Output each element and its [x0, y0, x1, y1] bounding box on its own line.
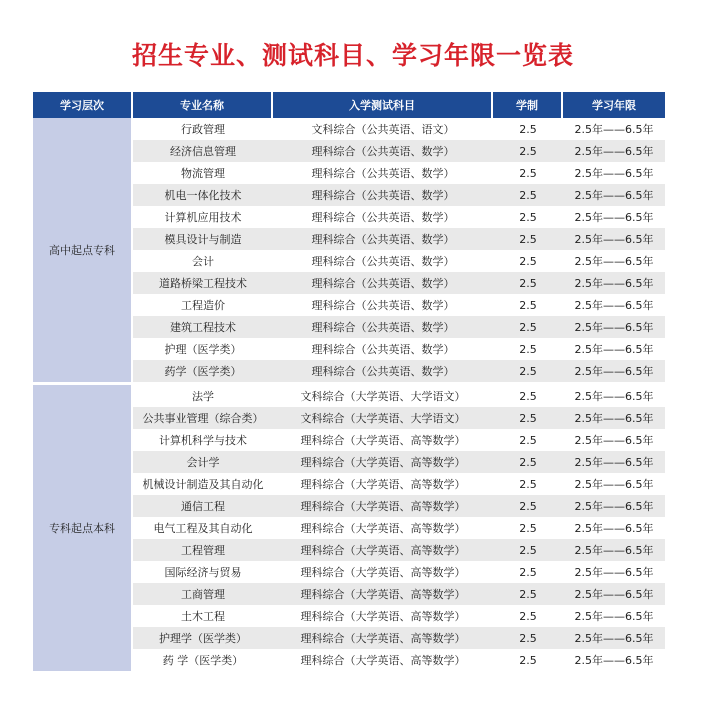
level-cell: 专科起点本科: [33, 385, 133, 671]
major-cell: 计算机应用技术: [164, 211, 242, 224]
study-years-cell: 2.5年——6.5年: [574, 588, 654, 601]
duration-cell: 2.5: [519, 653, 537, 667]
level-group: [33, 385, 665, 671]
study-years-cell: 2.5年——6.5年: [574, 365, 654, 378]
duration-cell: 2.5: [519, 298, 537, 312]
table-row: [133, 451, 665, 473]
major-cell: 药学（医学类）: [164, 365, 242, 378]
subjects-cell: 理科综合（大学英语、高等数学）: [300, 588, 466, 601]
level-group: [33, 118, 665, 382]
subjects-cell: 理科综合（大学英语、高等数学）: [300, 566, 466, 579]
major-cell: 会计: [192, 255, 214, 268]
duration-cell: 2.5: [519, 499, 537, 513]
duration-cell: 2.5: [519, 144, 537, 158]
subjects-cell: 理科综合（公共英语、数学）: [311, 365, 455, 378]
study-years-cell: 2.5年——6.5年: [574, 211, 654, 224]
subjects-cell: 理科综合（公共英语、数学）: [311, 343, 455, 356]
major-cell: 会计学: [186, 456, 220, 469]
subjects-cell: 理科综合（大学英语、高等数学）: [300, 632, 466, 645]
table-row: [133, 605, 665, 627]
duration-cell: 2.5: [519, 232, 537, 246]
major-cell: 国际经济与贸易: [164, 566, 242, 579]
subjects-cell: 理科综合（公共英语、数学）: [311, 255, 455, 268]
table-row: [133, 250, 665, 272]
duration-cell: 2.5: [519, 455, 537, 469]
subjects-cell: 理科综合（大学英语、高等数学）: [300, 478, 466, 491]
duration-cell: 2.5: [519, 122, 537, 136]
study-years-cell: 2.5年——6.5年: [574, 632, 654, 645]
major-cell: 机械设计制造及其自动化: [142, 478, 264, 491]
table-row: [133, 627, 665, 649]
study-years-cell: 2.5年——6.5年: [574, 233, 654, 246]
major-cell: 护理学（医学类）: [159, 632, 247, 645]
duration-cell: 2.5: [519, 364, 537, 378]
subjects-cell: 理科综合（大学英语、高等数学）: [300, 434, 466, 447]
table-row: [133, 272, 665, 294]
duration-cell: 2.5: [519, 587, 537, 601]
table-row: [133, 495, 665, 517]
major-cell: 土木工程: [181, 610, 225, 623]
subjects-cell: 理科综合（公共英语、数学）: [311, 321, 455, 334]
subjects-cell: 文科综合（公共英语、语文）: [311, 123, 455, 136]
duration-cell: 2.5: [519, 389, 537, 403]
major-cell: 药 学（医学类）: [162, 654, 244, 667]
header-level: 学习层次: [33, 92, 133, 118]
header-study-years: 学习年限: [563, 92, 665, 118]
table-row: [133, 184, 665, 206]
study-years-cell: 2.5年——6.5年: [574, 566, 654, 579]
duration-cell: 2.5: [519, 210, 537, 224]
major-cell: 工程管理: [181, 544, 225, 557]
major-cell: 计算机科学与技术: [159, 434, 247, 447]
duration-cell: 2.5: [519, 166, 537, 180]
duration-cell: 2.5: [519, 565, 537, 579]
table-row: [133, 649, 665, 671]
table-row: [133, 561, 665, 583]
header-major: 专业名称: [133, 92, 273, 118]
major-cell: 电气工程及其自动化: [153, 522, 253, 535]
study-years-cell: 2.5年——6.5年: [574, 321, 654, 334]
table-body: [33, 118, 665, 671]
major-cell: 法学: [192, 390, 214, 403]
subjects-cell: 理科综合（大学英语、高等数学）: [300, 522, 466, 535]
duration-cell: 2.5: [519, 254, 537, 268]
table-row: [133, 473, 665, 495]
major-cell: 工程造价: [181, 299, 225, 312]
study-years-cell: 2.5年——6.5年: [574, 167, 654, 180]
subjects-cell: 理科综合（公共英语、数学）: [311, 233, 455, 246]
major-cell: 建筑工程技术: [170, 321, 236, 334]
level-cell: 高中起点专科: [33, 118, 133, 382]
duration-cell: 2.5: [519, 276, 537, 290]
subjects-cell: 理科综合（大学英语、高等数学）: [300, 456, 466, 469]
table-row: [133, 294, 665, 316]
table-row: [133, 316, 665, 338]
major-cell: 通信工程: [181, 500, 225, 513]
major-cell: 道路桥梁工程技术: [159, 277, 247, 290]
subjects-cell: 理科综合（大学英语、高等数学）: [300, 610, 466, 623]
subjects-cell: 理科综合（公共英语、数学）: [311, 145, 455, 158]
subjects-cell: 文科综合（大学英语、大学语文）: [300, 412, 466, 425]
table-row: [133, 429, 665, 451]
duration-cell: 2.5: [519, 433, 537, 447]
table-row: [133, 206, 665, 228]
study-years-cell: 2.5年——6.5年: [574, 189, 654, 202]
duration-cell: 2.5: [519, 521, 537, 535]
table-header: [33, 92, 665, 118]
subjects-cell: 理科综合（大学英语、高等数学）: [300, 500, 466, 513]
study-years-cell: 2.5年——6.5年: [574, 544, 654, 557]
study-years-cell: 2.5年——6.5年: [574, 434, 654, 447]
subjects-cell: 理科综合（公共英语、数学）: [311, 211, 455, 224]
header-duration: 学制: [493, 92, 563, 118]
duration-cell: 2.5: [519, 188, 537, 202]
major-cell: 物流管理: [181, 167, 225, 180]
duration-cell: 2.5: [519, 609, 537, 623]
major-cell: 经济信息管理: [170, 145, 236, 158]
subjects-cell: 理科综合（公共英语、数学）: [311, 299, 455, 312]
header-subjects: 入学测试科目: [273, 92, 493, 118]
page-title: 招生专业、测试科目、学习年限一览表: [131, 41, 574, 70]
enrollment-table: [33, 92, 665, 671]
table-row: [133, 539, 665, 561]
study-years-cell: 2.5年——6.5年: [574, 145, 654, 158]
study-years-cell: 2.5年——6.5年: [574, 299, 654, 312]
duration-cell: 2.5: [519, 411, 537, 425]
study-years-cell: 2.5年——6.5年: [574, 478, 654, 491]
major-cell: 公共事业管理（综合类）: [142, 412, 264, 425]
subjects-cell: 理科综合（公共英语、数学）: [311, 277, 455, 290]
study-years-cell: 2.5年——6.5年: [574, 412, 654, 425]
major-cell: 工商管理: [181, 588, 225, 601]
table-row: [133, 118, 665, 140]
study-years-cell: 2.5年——6.5年: [574, 390, 654, 403]
subjects-cell: 理科综合（公共英语、数学）: [311, 189, 455, 202]
table-row: [133, 162, 665, 184]
study-years-cell: 2.5年——6.5年: [574, 654, 654, 667]
table-row: [133, 385, 665, 407]
study-years-cell: 2.5年——6.5年: [574, 343, 654, 356]
table-row: [133, 407, 665, 429]
subjects-cell: 理科综合（公共英语、数学）: [311, 167, 455, 180]
duration-cell: 2.5: [519, 631, 537, 645]
subjects-cell: 文科综合（大学英语、大学语文）: [300, 390, 466, 403]
study-years-cell: 2.5年——6.5年: [574, 123, 654, 136]
table-row: [133, 140, 665, 162]
duration-cell: 2.5: [519, 342, 537, 356]
study-years-cell: 2.5年——6.5年: [574, 277, 654, 290]
table-row: [133, 360, 665, 382]
duration-cell: 2.5: [519, 320, 537, 334]
major-cell: 机电一体化技术: [164, 189, 242, 202]
study-years-cell: 2.5年——6.5年: [574, 255, 654, 268]
major-cell: 模具设计与制造: [164, 233, 242, 246]
major-cell: 行政管理: [181, 123, 225, 136]
study-years-cell: 2.5年——6.5年: [574, 522, 654, 535]
duration-cell: 2.5: [519, 477, 537, 491]
major-cell: 护理（医学类）: [164, 343, 242, 356]
table-row: [133, 583, 665, 605]
study-years-cell: 2.5年——6.5年: [574, 500, 654, 513]
table-row: [133, 338, 665, 360]
subjects-cell: 理科综合（大学英语、高等数学）: [300, 544, 466, 557]
table-row: [133, 517, 665, 539]
duration-cell: 2.5: [519, 543, 537, 557]
study-years-cell: 2.5年——6.5年: [574, 456, 654, 469]
study-years-cell: 2.5年——6.5年: [574, 610, 654, 623]
subjects-cell: 理科综合（大学英语、高等数学）: [300, 654, 466, 667]
table-row: [133, 228, 665, 250]
